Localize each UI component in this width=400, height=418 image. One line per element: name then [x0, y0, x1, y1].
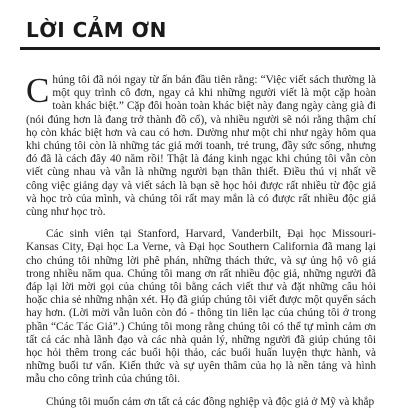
title-underline	[20, 47, 380, 50]
paragraph-2: Các sinh viên tại Stanford, Harvard, Vanderbilt, Đại học Missouri-Kansas City, Đại học La Verne, và Đại học Southern California đã mang lại cho chúng tôi những lời phê phán, những thách thức, và sự ủng hộ vô giá trong nhiều năm qua. Chúng tôi mang ơn rất nhiều độc giả, những người đã đáp lại lời mời gọi của chúng tôi bằng cách viết thư và đặt những câu hỏi hoặc chia sẻ những nhận xét. Họ đã giúp chúng tôi viết được một quyển sách hay hơn. (Lời mời vẫn luôn còn đó - thông tin liên lạc của chúng tôi ở trong phần “Các Tác Giả”.) Chúng tôi mong rằng chúng tôi có thể tự mình cảm ơn tất cả các nhà lãnh đạo và các nhà quản lý, những người đã giúp chúng tôi học hỏi thêm trong các buổi hội thảo, các buổi huấn luyện thực hành, và những buổi tư vấn. Kiến thức và sự uyên thâm của họ là nền tảng và hình mẫu cho công trình của chúng tôi.	[26, 228, 376, 386]
body-text	[26, 71, 376, 418]
paragraph-1-text: húng tôi đã nói ngay từ ấn bản đầu tiên rằng: “Việc viết sách thường là một quy trình cô đơn, ngay cả khi những người viết là một cặp hoàn toàn khác biệt.” Cặp đôi hoàn toàn khác biệt này đang ngày càng già đi (nói đúng hơn là đang trở thành đồ cổ), và nhiều người sẽ nói rằng thậm chí họ còn khác biệt hơn và cau có hơn. Dường như một chi như ngày hôm qua khi chúng tôi còn là những tác giả mới toanh, trẻ trung, đầy sức sống, nhưng đó đã là cách đây 40 năm rồi! Thật là đáng kinh ngạc khi chúng tôi vẫn còn viết cùng nhau và vẫn là những người bạn thân thiết. Điều thú vị nhất về công việc giảng dạy và viết sách là bạn sẽ học hỏi được rất nhiều từ độc giả và học trò của mình, và chúng tôi rất may mắn là có được rất nhiều độc giả cùng như học trò.	[26, 74, 376, 219]
paragraph-3: Chúng tôi muốn cảm ơn tất cả các đồng nghiệp và độc giả ở Mỹ và khắp	[46, 395, 375, 408]
paragraph-1	[26, 71, 376, 219]
page-title: LỜI CẢM ƠN	[26, 18, 167, 42]
drop-cap: C	[26, 71, 50, 110]
